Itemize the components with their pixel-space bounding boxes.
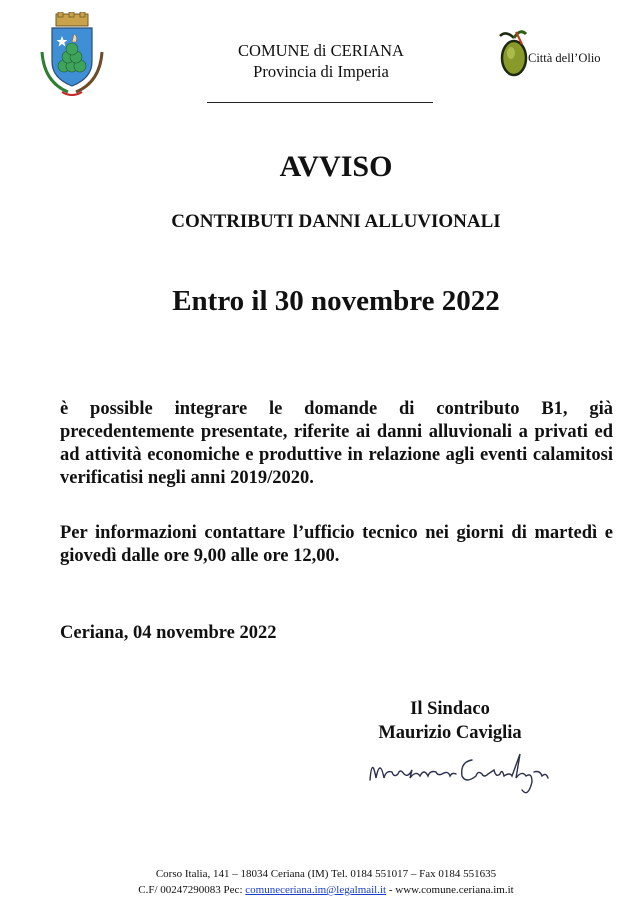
- footer-website: - www.comune.ceriana.im.it: [386, 884, 514, 896]
- footer-address: Corso Italia, 141 – 18034 Ceriana (IM) Tel. 0184 551017 – Fax 0184 551635: [155, 868, 497, 880]
- municipality-header: [180, 40, 462, 82]
- footer-contacts: [40, 882, 612, 898]
- citta-dell-olio-label: Città dell’Olio: [528, 51, 601, 65]
- ceriana-coat-of-arms-icon: [38, 12, 106, 98]
- notice-title: AVVISO: [279, 150, 393, 183]
- footer-fiscal-code: C.F/ 00247290083 Pec:: [138, 884, 246, 896]
- province-name: Provincia di Imperia: [253, 62, 389, 81]
- footer: [40, 866, 612, 898]
- deadline-heading: Entro il 30 novembre 2022: [172, 285, 500, 317]
- signature-block: [360, 697, 540, 745]
- handwritten-signature: [364, 742, 554, 802]
- place-date: Ceriana, 04 novembre 2022: [60, 623, 277, 643]
- municipality-name: COMUNE di CERIANA: [238, 41, 404, 60]
- signatory-name: Maurizio Caviglia: [378, 723, 522, 743]
- signatory-role: Il Sindaco: [410, 699, 490, 719]
- notice-subtitle: CONTRIBUTI DANNI ALLUVIONALI: [171, 211, 501, 232]
- body-paragraph-info: Per informazioni contattare l’ufficio tecnico nei giorni di martedì e giovedì dalle ore 9,00 alle ore 12,00.: [60, 523, 613, 566]
- body-paragraph-contribution: è possible integrare le domande di contributo B1, già precedentemente presentate, riferite ai danni alluvionali a privati ed ad attività economiche e produttive in relazione agli eventi calamitosi verificatisi negli anni 2019/2020.: [60, 399, 613, 488]
- pec-email-link[interactable]: comuneceriana.im@legalmail.it: [245, 884, 387, 896]
- header-divider: [207, 102, 433, 103]
